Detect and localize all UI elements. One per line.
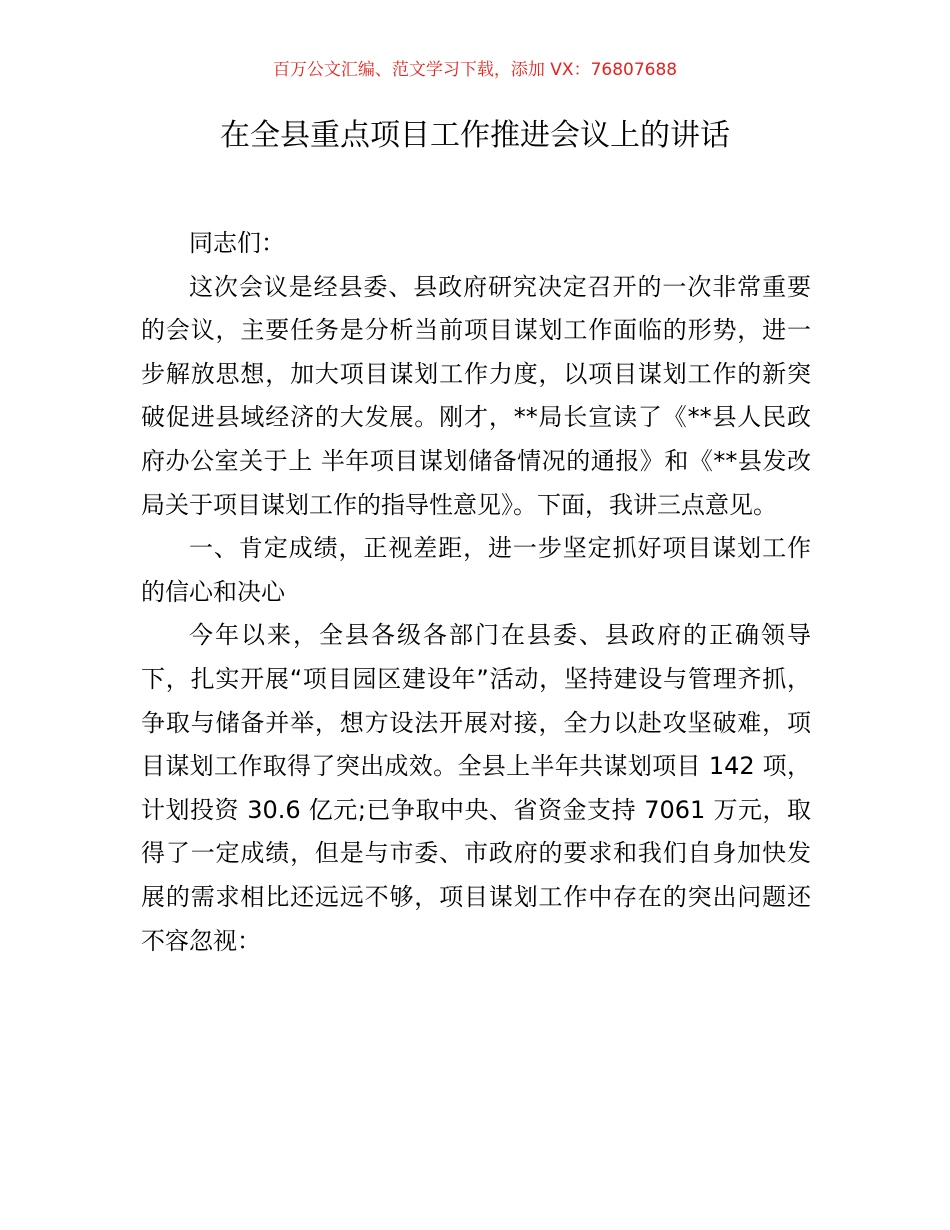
header-watermark-note: 百万公文汇编、范文学习下载，添加 VX：76807688 [272, 60, 678, 80]
document-body [141, 222, 811, 963]
intro-paragraph: 这次会议是经县委、县政府研究决定召开的一次非常重要的会议，主要任务是分析当前项目谋划工作面临的形势，进一步解放思想，加大项目谋划工作力度，以项目谋划工作的新突破促进县域经济的大发展。刚才，**局长宣读了《**县人民政府办公室关于上 半年项目谋划储备情况的通报》和《**县发改局关于项目谋划工作的指导性意见》。下面，我讲三点意见。 [141, 272, 811, 519]
section-heading-1: 一、肯定成绩，正视差距，进一步坚定抓好项目谋划工作的信心和决心 [141, 534, 811, 606]
salutation-paragraph: 同志们： [189, 229, 285, 257]
achievement-paragraph: 今年以来，全县各级各部门在县委、县政府的正确领导下，扎实开展“项目园区建设年”活动，坚持建设与管理齐抓，争取与储备并举，想方设法开展对接，全力以赴攻坚破难，项目谋划工作取得了突出成效。全县上半年共谋划项目 142 项，计划投资 30.6 亿元;已争取中央、省资金支持 7061 万元，取得了一定成绩，但是与市委、市政府的要求和我们自身加快发展的需求相比还远远不够，项目谋划工作中存在的突出问题还不容忽视： [141, 621, 811, 955]
document-title: 在全县重点项目工作推进会议上的讲话 [220, 118, 730, 153]
